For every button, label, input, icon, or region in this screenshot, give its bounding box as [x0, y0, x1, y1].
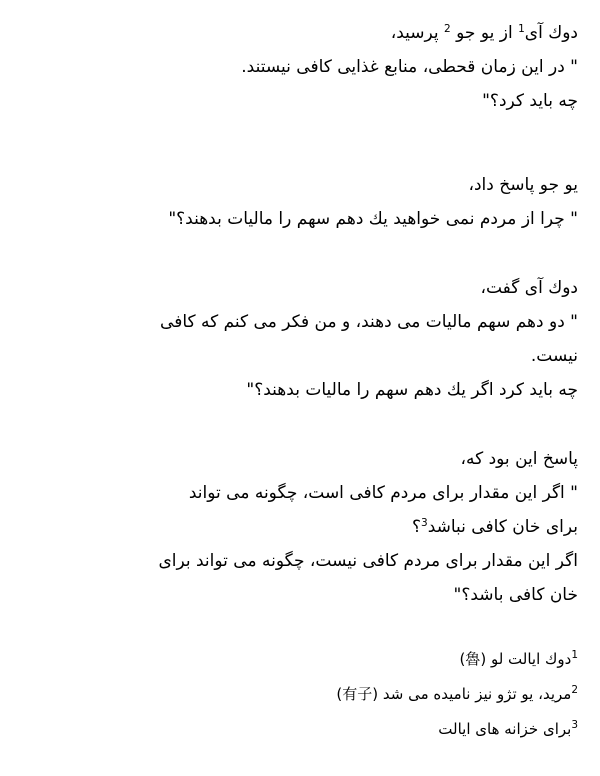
- verse-line: [18, 271, 578, 305]
- text-segment: مريد، يو تژو نيز ناميده مى شد (有子): [336, 685, 572, 703]
- text-segment: " دو دهم سهم ماليات مى دهند، و من فكر مى كنم كه كافى: [160, 312, 578, 332]
- verse-line: [18, 84, 578, 118]
- footnotes-section: [18, 642, 578, 747]
- verse-line: [18, 50, 578, 84]
- verse-line: [18, 339, 578, 373]
- verse-line: [18, 373, 578, 407]
- text-segment: دوك ايالت لو (魯): [459, 650, 572, 668]
- text-segment: براى خزانه هاى ايالت: [438, 720, 572, 738]
- footnote-2: [18, 677, 578, 712]
- stanza-2: [18, 168, 578, 236]
- verse-line: [18, 442, 578, 476]
- verse-line: [18, 510, 578, 544]
- footnote-1: [18, 642, 578, 677]
- footnote-3: [18, 712, 578, 747]
- text-segment: يو جو پاسخ داد،: [468, 175, 578, 195]
- text-segment: پرسيد،: [390, 23, 445, 43]
- stanza-1: [18, 16, 578, 118]
- verse-line: [18, 476, 578, 510]
- text-segment: چه بايد كرد؟": [482, 91, 578, 111]
- footnote-marker: 3: [421, 517, 428, 529]
- stanza-4: [18, 442, 578, 612]
- footnote-marker: 2: [571, 684, 578, 696]
- footnote-marker: 2: [444, 23, 451, 35]
- text-segment: اگر اين مقدار براى مردم كافى نيست، چگونه مى تواند براى: [158, 551, 578, 571]
- verse-line: [18, 305, 578, 339]
- text-segment: ؟: [411, 517, 421, 537]
- text-body: [18, 16, 578, 612]
- text-segment: دوك آى گفت،: [480, 278, 578, 298]
- stanza-3: [18, 271, 578, 407]
- text-segment: " اگر اين مقدار براى مردم كافى است، چگونه مى تواند: [188, 483, 578, 503]
- text-segment: " چرا از مردم نمى خواهيد يك دهم سهم را ماليات بدهند؟": [168, 209, 578, 229]
- verse-line: [18, 544, 578, 578]
- text-segment: پاسخ اين بود كه،: [460, 449, 578, 469]
- text-segment: از يو جو: [450, 23, 519, 43]
- verse-line: [18, 168, 578, 202]
- text-segment: نيست.: [530, 346, 578, 366]
- footnote-marker: 1: [571, 649, 578, 661]
- verse-line: [18, 202, 578, 236]
- text-segment: براى خان كافى نباشد: [427, 517, 578, 537]
- verse-line: [18, 578, 578, 612]
- footnote-marker: 1: [518, 23, 525, 35]
- text-segment: " در اين زمان قحطى، منابع غذايى كافى نيستند.: [241, 57, 578, 77]
- text-segment: چه بايد كرد اگر يك دهم سهم را ماليات بدهند؟": [246, 380, 578, 400]
- footnote-marker: 3: [571, 719, 578, 731]
- verse-line: [18, 16, 578, 50]
- text-segment: خان كافى باشد؟": [453, 585, 578, 605]
- text-segment: دوك آى: [524, 23, 578, 43]
